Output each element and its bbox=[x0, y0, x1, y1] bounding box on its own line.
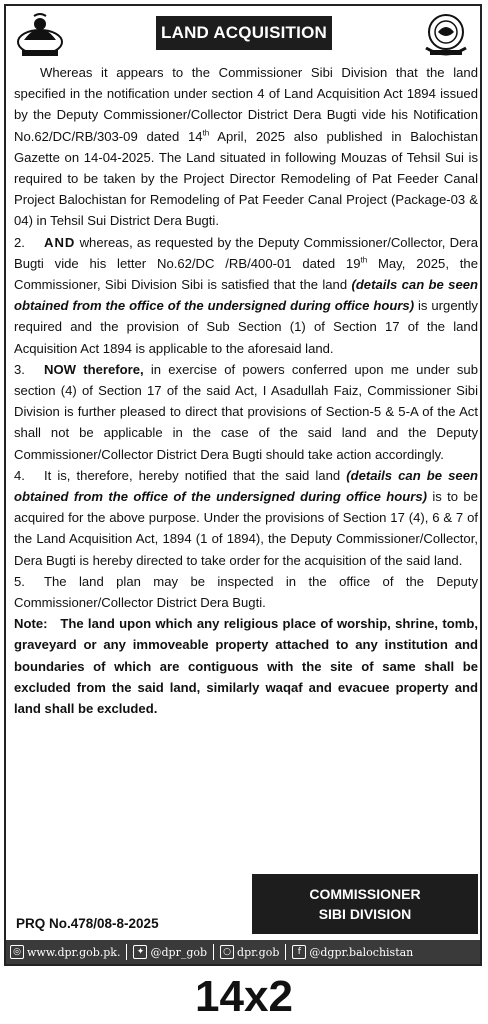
paragraph-4: 4. It is, therefore, hereby notified that the said land (details can be seen obtained from the office of the undersigned during office hours) is to be acquired for the above purpose. Under the provisions of Section 17 (4), 6 & 7 of the Land Acquisition Act, 1894 (1 of 1894), the Deputy Commissioner/Collector, Dera Bugti is hereby directed to take order for the acquisition of the said land. bbox=[14, 467, 478, 568]
twitter-icon: ✦ bbox=[133, 945, 147, 959]
paragraph-1: Whereas it appears to the Commissioner Sibi Division that the land specified in the notification under section 4 of Land Acquisition Act 1894 issued by the Deputy Commissioner/Collector District Dera Bugti vide his Notification No.62/DC/RB/303-09 dated 14th April, 2025 also published in Balochistan Gazette on 14-04-2025. The Land situated in following Mouzas of Tehsil Sui is required to be taken by the Project Director Remodeling of Pat Feeder Canal Project Balochistan for Remodeling of Pat Feeder Canal Project (Package-03 & 04) in Tehsil Sui District Dera Bugti. bbox=[14, 65, 478, 229]
paragraph-3: 3. NOW therefore, in exercise of powers conferred upon me under sub section (4) of Section 17 of the said Act, I Asadullah Faiz, Commissioner Sibi Division is further pleased to direct that provisions of Section-5 & 5-A of the Act shall not be applicable in the case of the said land and the Deputy Commissioner/Collector District Dera Bugti should take action accordingly. bbox=[14, 361, 478, 462]
signature-title: COMMISSIONER bbox=[309, 886, 421, 902]
prq-number: PRQ No.478/08-8-2025 bbox=[16, 916, 159, 931]
notice-body bbox=[14, 62, 478, 719]
divider bbox=[285, 944, 286, 960]
globe-icon: ◎ bbox=[10, 945, 24, 959]
footer-twitter[interactable]: ✦ @dpr_gob bbox=[129, 945, 211, 959]
signature-division: SIBI DIVISION bbox=[318, 906, 412, 922]
balochistan-emblem-icon bbox=[14, 12, 66, 58]
footer-facebook[interactable]: f @dgpr.balochistan bbox=[288, 945, 417, 959]
note: Note: The land upon which any religious place of worship, shrine, tomb, graveyard or any immoveable property attached to any institution and boundaries of which are contiguous with the site of same shall be excluded from the said land, similarly waqaf and evacuee property and land shall be excluded. bbox=[14, 616, 478, 717]
advertisement bbox=[4, 4, 482, 966]
footer-instagram[interactable]: ○ dpr.gob bbox=[216, 945, 283, 959]
footer-bar bbox=[6, 940, 480, 964]
page-title: LAND ACQUISITION bbox=[156, 16, 332, 50]
government-seal-icon bbox=[420, 12, 472, 58]
footer-website[interactable]: ◎ www.dpr.gob.pk. bbox=[6, 945, 124, 959]
facebook-icon: f bbox=[292, 945, 306, 959]
paragraph-2: 2. AND whereas, as requested by the Deputy Commissioner/Collector, Dera Bugti vide his letter No.62/DC /RB/400-01 dated 19th May, 2025, the Commissioner, Sibi Division Sibi is satisfied that the land (details can be seen obtained from the office of the undersigned during office hours) is urgently required and the provision of Sub Section (1) of Section 17 of the land Acquisition Act 1894 is applicable to the aforesaid land. bbox=[14, 234, 479, 356]
ad-size-label: 14x2 bbox=[195, 972, 293, 1021]
divider bbox=[126, 944, 127, 960]
instagram-icon: ○ bbox=[220, 945, 234, 959]
signature-block bbox=[252, 874, 478, 934]
divider bbox=[213, 944, 214, 960]
paragraph-5: 5. The land plan may be inspected in the office of the Deputy Commissioner/Collector District Dera Bugti. bbox=[14, 573, 478, 611]
